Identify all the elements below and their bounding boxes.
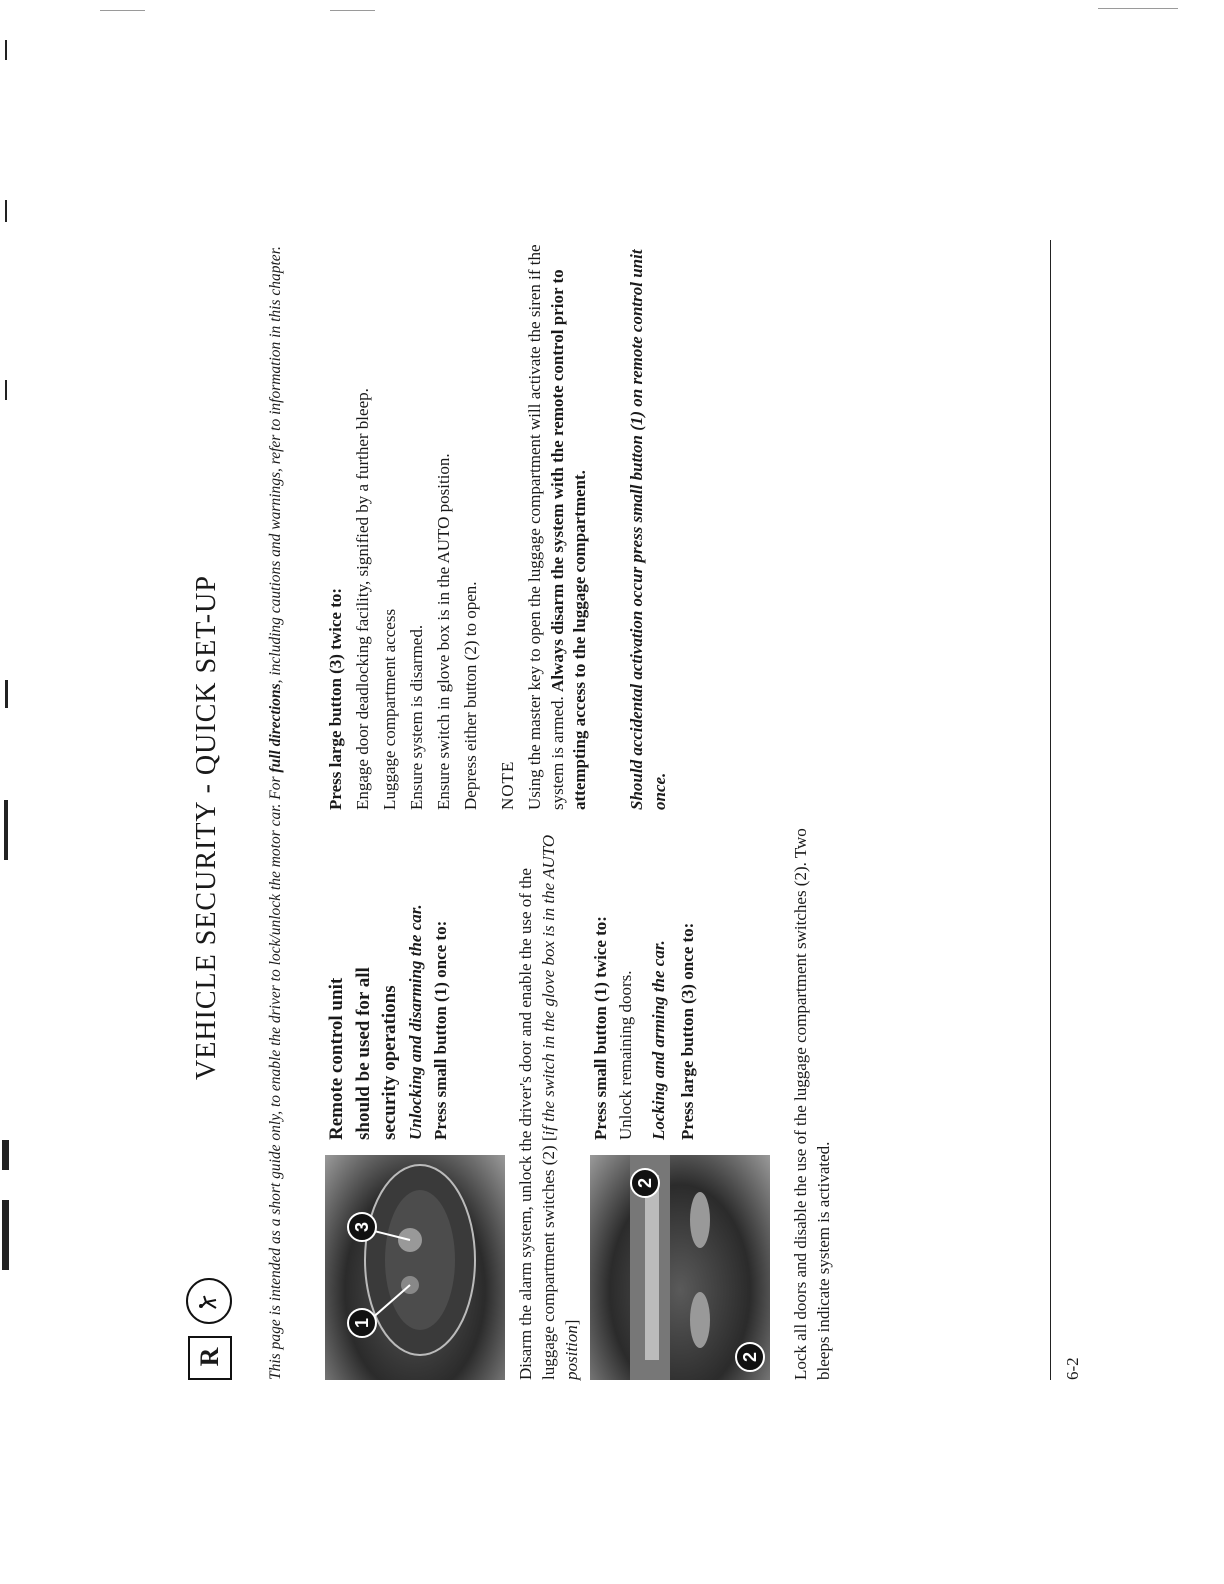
note-text xyxy=(524,240,593,810)
lock-heading: Locking and arming the car. xyxy=(648,940,668,1140)
disarm-part: ] xyxy=(561,1319,581,1326)
press-large-once: Press large button (3) once to: xyxy=(677,922,697,1140)
callout-3: 3 xyxy=(347,1212,377,1242)
brand-letter: R xyxy=(195,1349,225,1367)
luggage-access-heading: Luggage compartment access xyxy=(379,608,399,810)
lock-text: Lock all doors and disable the use of the luggage compartment switches (2). Two bleeps indicate system is activated. xyxy=(791,828,833,1380)
scan-mark xyxy=(5,380,7,400)
remote-heading-2: should be used for all xyxy=(352,967,374,1140)
scan-mark xyxy=(4,800,8,860)
accidental-activation: Should accidental activation occur press small button (1) on remote control unit once. xyxy=(627,249,670,810)
scan-mark xyxy=(2,1200,9,1270)
page-header xyxy=(170,240,240,1380)
intro-part: , including cautions and warnings, refer to information in this chapter. xyxy=(267,246,284,684)
unlock-remaining: Unlock remaining doors. xyxy=(615,970,635,1140)
footer-rule xyxy=(1050,240,1051,1380)
intro-part: This page is intended as a short guide only, to enable the driver to lock/unlock the motor car. For xyxy=(267,772,284,1380)
remote-control-photo xyxy=(325,1155,505,1380)
note-emphasis: Always disarm the system with the remote control prior to attempting access to the luggage compartment. xyxy=(547,269,590,810)
callout-2-left: 2 xyxy=(735,1342,765,1372)
remote-heading-1: Remote control unit xyxy=(326,977,347,1140)
right-column xyxy=(325,240,676,810)
ensure-switch: Ensure switch in glove box is in the AUTO position. xyxy=(433,453,453,810)
scan-mark xyxy=(5,680,8,708)
scan-mark xyxy=(2,1140,9,1170)
scan-rule xyxy=(1098,8,1178,9)
note-part: Using the master key to open the luggage compartment will activate the siren if the system is armed. xyxy=(524,244,567,810)
scan-mark xyxy=(5,200,7,222)
luggage-compartment-photo xyxy=(590,1155,770,1380)
press-large-twice: Press large button (3) twice to: xyxy=(326,587,345,810)
remote-heading-3: security operations xyxy=(379,985,401,1140)
scan-mark xyxy=(5,40,7,60)
disarm-text xyxy=(515,825,584,1380)
callout-2-right: 2 xyxy=(630,1168,660,1198)
scan-rule xyxy=(330,10,375,11)
unlock-heading: Unlocking and disarming the car. xyxy=(406,904,426,1140)
disarm-part: Disarm the alarm system, unlock the driver's door and enable the use of the luggage compartment switches (2) [ xyxy=(516,868,558,1380)
callout-1: 1 xyxy=(347,1308,377,1338)
depress-button: Depress either button (2) to open. xyxy=(460,581,480,810)
remote-instructions xyxy=(325,825,455,1140)
ensure-disarmed: Ensure system is disarmed. xyxy=(406,624,426,810)
intro-text xyxy=(265,240,287,1380)
page-title: VEHICLE SECURITY - QUICK SET-UP xyxy=(191,575,222,1080)
deadlock-text: Engage door deadlocking facility, signified by a further bleep. xyxy=(352,388,372,810)
intro-emphasis: full directions xyxy=(267,683,284,773)
note-label: NOTE xyxy=(497,760,517,810)
rotated-page xyxy=(170,240,1082,1380)
brand-logo xyxy=(188,1336,232,1380)
scan-rule xyxy=(100,10,145,11)
disarm-condition: if the switch in the glove box is in the AUTO position xyxy=(538,834,581,1380)
press-small-twice: Press small button (1) twice to: xyxy=(591,916,610,1140)
page-number: 6-2 xyxy=(1063,1357,1082,1380)
press-small-once: Press small button (1) once to: xyxy=(431,920,450,1140)
locking-instructions xyxy=(590,825,702,1140)
emblem-icon xyxy=(186,1278,232,1324)
